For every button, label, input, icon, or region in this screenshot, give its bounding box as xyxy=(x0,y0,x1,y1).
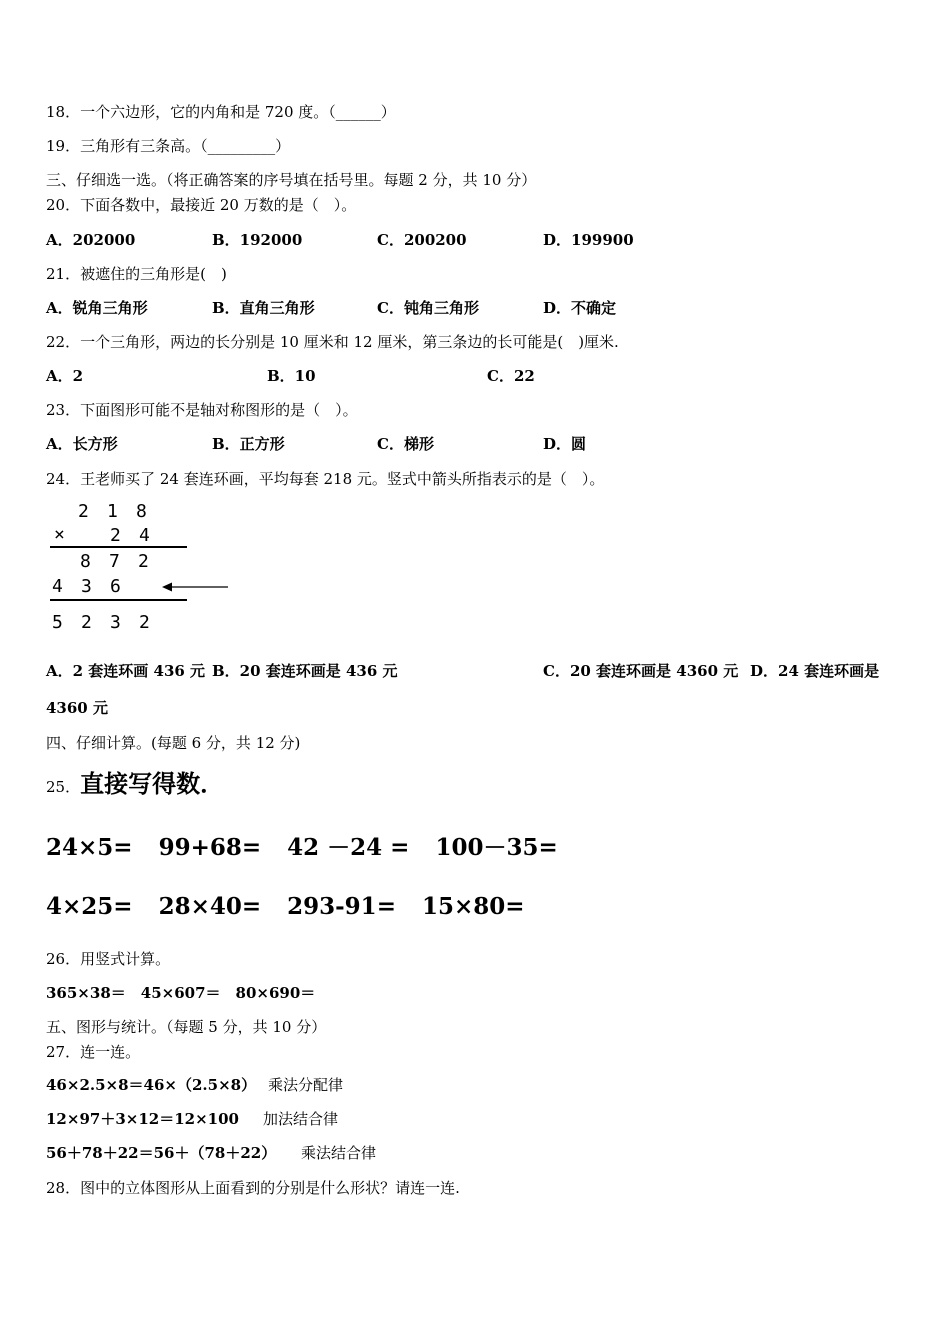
calc-digit: 4 xyxy=(52,576,63,597)
mental-math-row-1 xyxy=(46,829,584,862)
question-19: 19．三角形有三条高。（_________） xyxy=(46,137,291,155)
section-5-title: 五、图形与统计。（每题 5 分，共 10 分） xyxy=(46,1018,327,1036)
question-24-option-b: B．20 套连环画是 436 元 xyxy=(212,662,398,680)
question-21-stem: 21．被遮住的三角形是( ) xyxy=(46,265,227,283)
question-22-option-b: B．10 xyxy=(267,367,316,385)
match-expression: 56＋78＋22＝56＋（78＋22） xyxy=(46,1144,277,1162)
calc-digit: 6 xyxy=(110,576,121,597)
calc-digit: 2 xyxy=(110,525,121,546)
question-20-option-a: A．202000 xyxy=(46,231,136,249)
match-pair xyxy=(46,1143,377,1163)
question-26-stem: 26．用竖式计算。 xyxy=(46,950,171,968)
calc-digit: 3 xyxy=(110,612,121,633)
match-law[interactable]: 乘法结合律 xyxy=(301,1144,377,1162)
match-law[interactable]: 加法结合律 xyxy=(263,1110,339,1128)
match-pair xyxy=(46,1075,344,1095)
question-25-number: 25． xyxy=(46,778,81,796)
math-item: 4×25= xyxy=(46,893,133,920)
question-22-option-a: A．2 xyxy=(46,367,84,385)
question-24-option-c: C．20 套连环画是 4360 元 xyxy=(543,662,739,680)
question-26-items: 365×38＝ 45×607＝ 80×690＝ xyxy=(46,984,316,1002)
calc-divider xyxy=(50,546,187,548)
calc-digit: 1 xyxy=(107,501,118,522)
calc-digit: 4 xyxy=(139,525,150,546)
question-20-stem: 20．下面各数中，最接近 20 万数的是（ ）。 xyxy=(46,196,357,214)
question-23-option-b: B．正方形 xyxy=(212,435,285,453)
question-18: 18．一个六边形，它的内角和是 720 度。（______） xyxy=(46,103,396,121)
math-item: 24×5= xyxy=(46,834,133,861)
question-24-option-d: D．24 套连环画是 xyxy=(750,662,880,680)
calc-digit: 2 xyxy=(81,612,92,633)
match-expression: 46×2.5×8＝46×（2.5×8） xyxy=(46,1076,257,1094)
question-21-option-c: C．钝角三角形 xyxy=(377,299,479,317)
question-21-option-d: D．不确定 xyxy=(543,299,617,317)
calc-digit: 2 xyxy=(78,501,89,522)
question-23-stem: 23．下面图形可能不是轴对称图形的是（ ）。 xyxy=(46,401,358,419)
math-item: 42 －24 = xyxy=(287,834,410,861)
question-23-option-a: A．长方形 xyxy=(46,435,118,453)
match-law[interactable]: 乘法分配律 xyxy=(268,1076,344,1094)
question-28-stem: 28．图中的立体图形从上面看到的分别是什么形状？请连一连. xyxy=(46,1179,460,1197)
question-22-option-c: C．22 xyxy=(487,367,535,385)
mental-math-row-2 xyxy=(46,893,551,920)
calc-divider xyxy=(50,599,187,601)
times-sign: × xyxy=(54,524,65,545)
math-item: 100－35= xyxy=(435,834,558,861)
question-24-stem: 24．王老师买了 24 套连环画，平均每套 218 元。竖式中箭头所指表示的是（ ）。 xyxy=(46,470,605,488)
math-item: 15×80= xyxy=(421,893,525,920)
math-item: 99+68= xyxy=(158,834,262,861)
question-22-stem: 22．一个三角形，两边的长分别是 10 厘米和 12 厘米，第三条边的长可能是( )厘米. xyxy=(46,333,619,351)
calc-digit: 2 xyxy=(138,551,149,572)
match-pair xyxy=(46,1109,339,1129)
question-25-title: 直接写得数． xyxy=(80,769,225,798)
match-expression: 12×97＋3×12＝12×100 xyxy=(46,1110,239,1128)
calc-digit: 8 xyxy=(136,501,147,522)
section-3-title: 三、仔细选一选。（将正确答案的序号填在括号里。每题 2 分，共 10 分） xyxy=(46,171,537,189)
question-20-option-d: D．199900 xyxy=(543,231,634,249)
question-21-option-a: A．锐角三角形 xyxy=(46,299,148,317)
calc-digit: 8 xyxy=(80,551,91,572)
question-21-option-b: B．直角三角形 xyxy=(212,299,315,317)
calc-digit: 7 xyxy=(109,551,120,572)
section-4-title: 四、仔细计算。(每题 6 分，共 12 分) xyxy=(46,734,301,752)
question-23-option-d: D．圆 xyxy=(543,435,587,453)
calc-digit: 3 xyxy=(81,576,92,597)
question-24-option-a: A．2 套连环画 436 元 xyxy=(46,662,206,680)
arrow-left-icon xyxy=(160,580,230,594)
question-25-heading xyxy=(46,764,224,799)
question-24-option-d-cont: 4360 元 xyxy=(46,699,108,717)
question-20-option-c: C．200200 xyxy=(377,231,467,249)
question-23-option-c: C．梯形 xyxy=(377,435,434,453)
question-20-option-b: B．192000 xyxy=(212,231,303,249)
math-item: 293-91= xyxy=(287,893,396,920)
calc-digit: 2 xyxy=(139,612,150,633)
question-27-stem: 27．连一连。 xyxy=(46,1043,141,1061)
calc-digit: 5 xyxy=(52,612,63,633)
math-item: 28×40= xyxy=(158,893,262,920)
